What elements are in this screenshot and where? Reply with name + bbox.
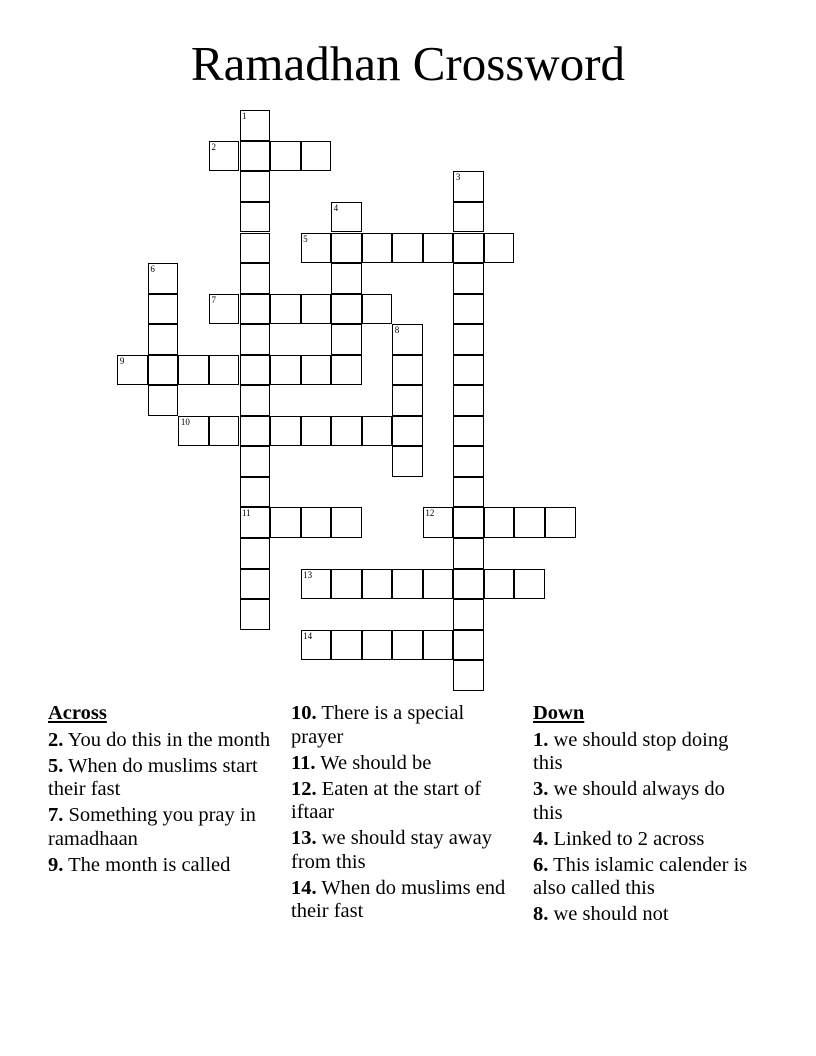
- grid-cell[interactable]: [240, 538, 271, 569]
- grid-cell[interactable]: [178, 416, 209, 447]
- grid-cell[interactable]: [453, 355, 484, 386]
- grid-cell[interactable]: [331, 630, 362, 661]
- grid-cell[interactable]: [453, 538, 484, 569]
- grid-cell[interactable]: [331, 416, 362, 447]
- clue-number: 13.: [291, 827, 317, 849]
- grid-cell[interactable]: [331, 569, 362, 600]
- grid-cell[interactable]: [453, 446, 484, 477]
- grid-cell[interactable]: [514, 507, 545, 538]
- grid-cell[interactable]: [362, 233, 393, 264]
- cell-number: 7: [211, 294, 216, 305]
- cell-number: 4: [333, 202, 339, 213]
- clue-across-5: [48, 755, 274, 802]
- grid-cell[interactable]: [240, 416, 271, 447]
- grid-cell[interactable]: [453, 202, 484, 233]
- cell-number: 11: [242, 508, 251, 519]
- clue-number: 7.: [48, 804, 64, 826]
- clue-text: You do this in the month: [67, 728, 271, 751]
- grid-cell[interactable]: [453, 263, 484, 294]
- clue-across-9: [48, 854, 274, 878]
- clue-across-7: [48, 804, 274, 851]
- cell-number: 1: [242, 111, 247, 122]
- cell-number: 13: [303, 569, 313, 580]
- grid-cell[interactable]: [240, 507, 271, 538]
- grid-cell[interactable]: [453, 507, 484, 538]
- grid-cell[interactable]: [240, 294, 271, 325]
- clue-text: Eaten at the start of iftaar: [291, 777, 482, 823]
- clue-number: 2.: [48, 728, 64, 751]
- grid-cell[interactable]: [240, 599, 271, 630]
- grid-cell[interactable]: [392, 385, 423, 416]
- clue-across-12: [291, 778, 517, 825]
- grid-cell[interactable]: [453, 660, 484, 691]
- grid-cell[interactable]: [240, 141, 271, 172]
- grid-cell[interactable]: [423, 233, 454, 264]
- grid-cell[interactable]: [331, 294, 362, 325]
- grid-cell[interactable]: [270, 507, 301, 538]
- grid-cell[interactable]: [331, 324, 362, 355]
- grid-cell[interactable]: [148, 263, 179, 294]
- grid-cell[interactable]: [209, 355, 240, 386]
- grid-cell[interactable]: [209, 294, 240, 325]
- clue-number: 3.: [533, 778, 549, 800]
- down-heading: Down: [533, 702, 585, 724]
- across-clues-column-1: [48, 702, 274, 880]
- grid-cell[interactable]: [240, 355, 271, 386]
- grid-cell[interactable]: [453, 233, 484, 264]
- grid-cell[interactable]: [453, 569, 484, 600]
- grid-cell[interactable]: [392, 233, 423, 264]
- clue-down-1: [533, 729, 759, 776]
- grid-cell[interactable]: [301, 294, 332, 325]
- grid-cell[interactable]: [453, 294, 484, 325]
- grid-cell[interactable]: [453, 171, 484, 202]
- grid-cell[interactable]: [240, 385, 271, 416]
- grid-cell[interactable]: [301, 630, 332, 661]
- grid-cell[interactable]: [301, 416, 332, 447]
- down-clues-column: [533, 702, 759, 929]
- grid-cell[interactable]: [331, 355, 362, 386]
- grid-cell[interactable]: [209, 141, 240, 172]
- grid-cell[interactable]: [301, 141, 332, 172]
- clue-across-10: [291, 702, 517, 749]
- grid-cell[interactable]: [240, 171, 271, 202]
- across-clues-column-2: [291, 702, 517, 926]
- cell-number: 2: [211, 141, 216, 152]
- grid-cell[interactable]: [453, 599, 484, 630]
- grid-cell[interactable]: [423, 630, 454, 661]
- grid-cell[interactable]: [301, 233, 332, 264]
- clue-text: we should stay away from this: [291, 827, 492, 873]
- grid-cell[interactable]: [484, 233, 515, 264]
- page-title: Ramadhan Crossword: [190, 36, 626, 91]
- grid-cell[interactable]: [209, 416, 240, 447]
- grid-cell[interactable]: [301, 569, 332, 600]
- grid-cell[interactable]: [392, 416, 423, 447]
- grid-cell[interactable]: [148, 294, 179, 325]
- grid-cell[interactable]: [240, 324, 271, 355]
- grid-cell[interactable]: [392, 446, 423, 477]
- grid-cell[interactable]: [270, 355, 301, 386]
- clue-across-14: [291, 877, 517, 924]
- grid-cell[interactable]: [484, 569, 515, 600]
- grid-cell[interactable]: [545, 507, 576, 538]
- clue-number: 14.: [291, 876, 317, 899]
- grid-cell[interactable]: [392, 355, 423, 386]
- clue-text: Linked to 2 across: [553, 827, 705, 850]
- cell-number: 3: [455, 172, 461, 183]
- grid-cell[interactable]: [331, 263, 362, 294]
- grid-cell[interactable]: [362, 294, 393, 325]
- grid-cell[interactable]: [362, 630, 393, 661]
- clue-number: 8.: [533, 903, 549, 925]
- grid-cell[interactable]: [423, 569, 454, 600]
- grid-cell[interactable]: [148, 324, 179, 355]
- grid-cell[interactable]: [301, 355, 332, 386]
- clue-number: 10.: [291, 702, 317, 724]
- cell-number: 9: [119, 355, 125, 366]
- cell-number: 5: [303, 233, 308, 244]
- clue-text: This islamic calender is also called this: [533, 853, 748, 899]
- grid-cell[interactable]: [148, 385, 179, 416]
- clue-number: 5.: [48, 754, 64, 777]
- grid-cell[interactable]: [270, 416, 301, 447]
- clue-number: 12.: [291, 777, 317, 800]
- grid-cell[interactable]: [240, 263, 271, 294]
- grid-cell[interactable]: [240, 446, 271, 477]
- clue-number: 6.: [533, 853, 549, 876]
- grid-cell[interactable]: [392, 324, 423, 355]
- grid-cell[interactable]: [240, 477, 271, 508]
- grid-cell[interactable]: [240, 569, 271, 600]
- grid-cell[interactable]: [453, 630, 484, 661]
- cell-number: 8: [394, 325, 400, 336]
- grid-cell[interactable]: [331, 507, 362, 538]
- grid-cell[interactable]: [331, 202, 362, 233]
- grid-cell[interactable]: [453, 324, 484, 355]
- clue-across-2: [48, 729, 274, 753]
- cell-number: 12: [425, 508, 435, 519]
- clue-text: Something you pray in ramadhaan: [48, 804, 256, 850]
- clue-number: 1.: [533, 728, 549, 751]
- clue-text: we should stop doing this: [533, 728, 729, 774]
- grid-cell[interactable]: [453, 385, 484, 416]
- clue-text: The month is called: [68, 853, 231, 876]
- clue-down-8: [533, 903, 759, 927]
- clue-down-6: [533, 854, 759, 901]
- clue-text: we should always do this: [533, 778, 725, 824]
- grid-cell[interactable]: [270, 294, 301, 325]
- grid-cell[interactable]: [484, 507, 515, 538]
- clue-text: We should be: [320, 751, 432, 774]
- cell-number: 14: [303, 630, 313, 641]
- clue-text: There is a special prayer: [291, 702, 465, 748]
- clue-number: 9.: [48, 853, 64, 876]
- grid-cell[interactable]: [392, 630, 423, 661]
- grid-cell[interactable]: [178, 355, 209, 386]
- across-heading: Across: [48, 702, 107, 724]
- grid-cell[interactable]: [514, 569, 545, 600]
- grid-cell[interactable]: [453, 416, 484, 447]
- clue-text: we should not: [553, 903, 669, 925]
- grid-cell[interactable]: [423, 507, 454, 538]
- grid-cell[interactable]: [453, 477, 484, 508]
- grid-cell[interactable]: [362, 569, 393, 600]
- cell-number: 10: [180, 416, 190, 427]
- clue-text: When do muslims end their fast: [291, 876, 506, 922]
- clue-across-13: [291, 827, 517, 874]
- grid-cell[interactable]: [331, 233, 362, 264]
- clue-number: 11.: [291, 751, 316, 774]
- grid-cell[interactable]: [117, 355, 148, 386]
- clue-number: 4.: [533, 827, 549, 850]
- clue-text: When do muslims start their fast: [48, 754, 258, 800]
- clue-down-4: [533, 828, 759, 852]
- grid-cell[interactable]: [148, 355, 179, 386]
- grid-cell[interactable]: [240, 233, 271, 264]
- cell-number: 6: [150, 264, 155, 275]
- clue-down-3: [533, 778, 759, 825]
- grid-cell[interactable]: [240, 202, 271, 233]
- grid-cell[interactable]: [240, 110, 271, 141]
- grid-cell[interactable]: [362, 416, 393, 447]
- grid-cell[interactable]: [392, 569, 423, 600]
- clue-across-11: [291, 752, 517, 776]
- grid-cell[interactable]: [270, 141, 301, 172]
- grid-cell[interactable]: [301, 507, 332, 538]
